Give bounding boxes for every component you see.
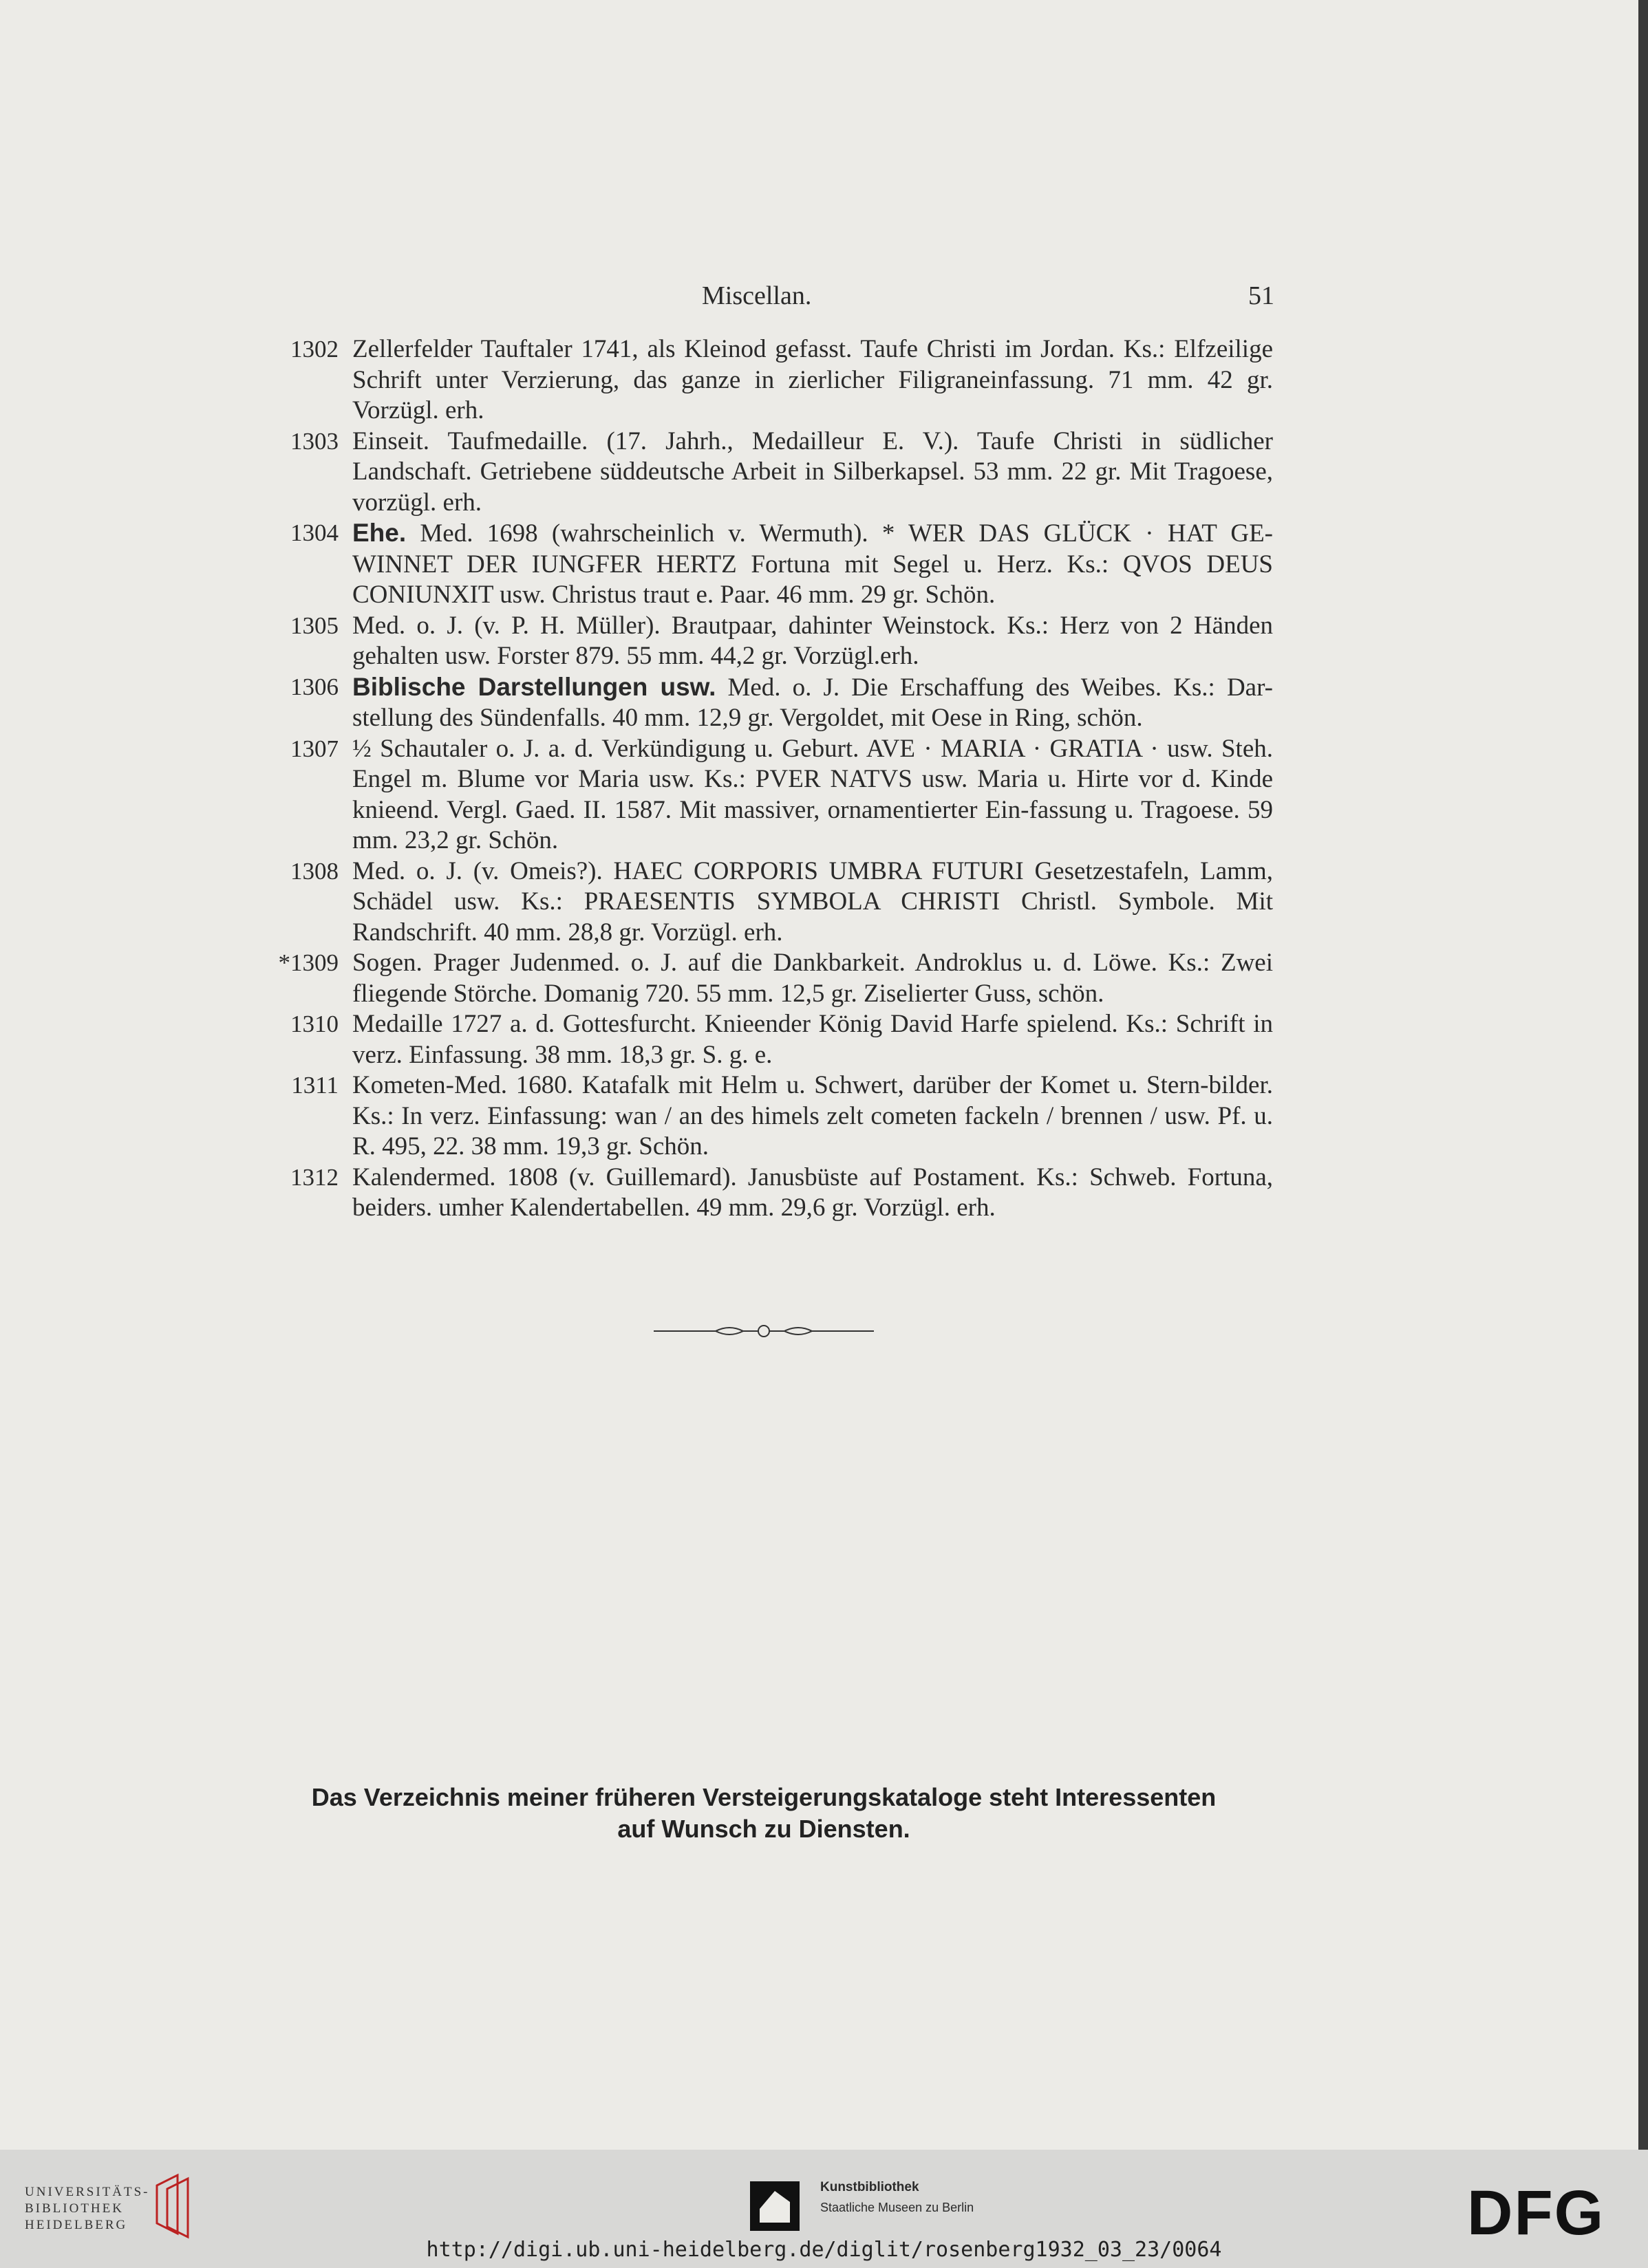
kunstbibliothek-emblem-icon bbox=[750, 2181, 800, 2231]
catalog-entry bbox=[261, 611, 1273, 672]
catalog-entry bbox=[261, 518, 1273, 611]
catalog-entry bbox=[261, 734, 1273, 856]
entry-number: 1302 bbox=[290, 336, 339, 363]
entry-description: Zellerfelder Tauftaler 1741, als Kleinod gefasst. Taufe Christi im Jordan. Ks.: Elfzeilige Schrift unter Verzierung, das ganze in zierlicher Filigraneinfassung. 71 mm. 42 gr. Vorzügl. erh. bbox=[352, 335, 1273, 424]
entry-description: Med. 1698 (wahrscheinlich v. Wermuth). * WER DAS GLÜCK · HAT GE-WINNET DER IUNGFER HERTZ Fortuna mit Segel u. Herz. Ks.: QVOS DEUS CONIUNXIT usw. Christus traut e. Paar. 46 mm. 29 gr. Schön. bbox=[352, 519, 1273, 609]
entry-text bbox=[339, 856, 1273, 949]
catalog-entry bbox=[261, 856, 1273, 949]
ub-logo-line-2: BIBLIOTHEK bbox=[25, 2201, 124, 2216]
digitization-footer bbox=[0, 2150, 1648, 2268]
entry-number: 1305 bbox=[290, 612, 339, 639]
catalog-entry bbox=[261, 1070, 1273, 1163]
catalog-entry bbox=[261, 334, 1273, 426]
notice-line-1: Das Verzeichnis meiner früheren Versteigerungskataloge steht Interessenten bbox=[311, 1783, 1217, 1811]
entry-description: Med. o. J. Die Erschaffung des Weibes. Ks.: Dar-stellung des Sündenfalls. 40 mm. 12,9 gr. Vergoldet, mit Oese in Ring, schön. bbox=[352, 673, 1273, 732]
catalog-entry bbox=[261, 948, 1273, 1009]
page-number: 51 bbox=[1248, 281, 1274, 310]
entry-description: Med. o. J. (v. Omeis?). HAEC CORPORIS UMBRA FUTURI Gesetzestafeln, Lamm, Schädel usw. Ks.: PRAESENTIS SYMBOLA CHRISTI Christl. Symbole. Mit Randschrift. 40 mm. 28,8 gr. Vorzügl. erh. bbox=[352, 856, 1273, 947]
catalog-entry bbox=[261, 426, 1273, 519]
dfg-logo[interactable]: DFG bbox=[1467, 2178, 1605, 2248]
entry-description: Kometen-Med. 1680. Katafalk mit Helm u. Schwert, darüber der Komet u. Stern-bilder. Ks.: In verz. Einfassung: wan / an des himels zelt cometen fackeln / brennen / usw. Pf. u. R. 495, 22. 38 mm. 19,3 gr. Schön. bbox=[352, 1071, 1273, 1160]
entry-number: 1304 bbox=[290, 519, 339, 546]
entry-text bbox=[339, 948, 1273, 1009]
kunstbibliothek-title: Kunstbibliothek bbox=[820, 2180, 919, 2194]
entry-number: 1310 bbox=[290, 1011, 339, 1037]
ub-logo-line-1: UNIVERSITÄTS- bbox=[25, 2185, 150, 2199]
entry-text bbox=[339, 426, 1273, 519]
ub-heidelberg-logo[interactable] bbox=[25, 2184, 150, 2234]
entry-number: 1307 bbox=[290, 735, 339, 762]
entry-description: Medaille 1727 a. d. Gottesfurcht. Knieender König David Harfe spielend. Ks.: Schrift in verz. Einfassung. 38 mm. 18,3 gr. S. g. e. bbox=[352, 1010, 1273, 1069]
entry-text bbox=[339, 672, 1273, 734]
entry-text bbox=[339, 334, 1273, 426]
entry-text bbox=[339, 734, 1273, 856]
ornament-divider bbox=[654, 1321, 874, 1341]
notice-line-2: auf Wunsch zu Diensten. bbox=[617, 1815, 910, 1843]
entry-lead: Ehe. bbox=[352, 519, 407, 547]
entry-description: Med. o. J. (v. P. H. Müller). Brautpaar, dahinter Weinstock. Ks.: Herz von 2 Händen gehalten usw. Forster 879. 55 mm. 44,2 gr. Vorzügl.erh. bbox=[352, 611, 1273, 670]
entry-text bbox=[339, 518, 1273, 611]
entry-number: 1303 bbox=[290, 427, 339, 455]
entry-number: *1309 bbox=[278, 949, 339, 976]
entry-number: 1306 bbox=[290, 673, 339, 700]
entry-text bbox=[339, 1009, 1273, 1070]
entry-text bbox=[339, 611, 1273, 672]
page-edge bbox=[1638, 0, 1648, 2150]
ub-logo-line-3: HEIDELBERG bbox=[25, 2218, 128, 2232]
entry-number: 1312 bbox=[290, 1163, 339, 1191]
entry-description: Einseit. Taufmedaille. (17. Jahrh., Medailleur E. V.). Taufe Christi in südlicher Landschaft. Getriebene süddeutsche Arbeit in Silberkapsel. 53 mm. 22 gr. Mit Tragoese, vorzügl. erh. bbox=[352, 426, 1273, 517]
entry-number: 1311 bbox=[291, 1072, 339, 1099]
catalog-entries bbox=[261, 334, 1273, 1224]
running-head: Miscellan. bbox=[702, 281, 812, 310]
kunstbibliothek-subtitle: Staatliche Museen zu Berlin bbox=[820, 2201, 974, 2214]
entry-text bbox=[339, 1070, 1273, 1163]
catalog-entry bbox=[261, 672, 1273, 734]
entry-number: 1308 bbox=[290, 857, 339, 885]
catalog-notice bbox=[275, 1782, 1252, 1845]
entry-lead: Biblische Darstellungen usw. bbox=[352, 672, 716, 701]
entry-text bbox=[339, 1163, 1273, 1224]
entry-description: Sogen. Prager Judenmed. o. J. auf die Dankbarkeit. Androklus u. d. Löwe. Ks.: Zwei fliegende Störche. Domanig 720. 55 mm. 12,5 gr. Ziselierter Guss, schön. bbox=[352, 949, 1273, 1008]
ub-emblem-icon bbox=[150, 2172, 198, 2240]
permalink-url[interactable]: http://digi.ub.uni-heidelberg.de/diglit/rosenberg1932_03_23/0064 bbox=[426, 2238, 1222, 2262]
catalog-entry bbox=[261, 1009, 1273, 1070]
entry-description: Kalendermed. 1808 (v. Guillemard). Janusbüste auf Postament. Ks.: Schweb. Fortuna, beiders. umher Kalendertabellen. 49 mm. 29,6 gr. Vorzügl. erh. bbox=[352, 1163, 1273, 1222]
catalog-entry bbox=[261, 1163, 1273, 1224]
entry-description: ½ Schautaler o. J. a. d. Verkündigung u. Geburt. AVE · MARIA · GRATIA · usw. Steh. Engel m. Blume vor Maria usw. Ks.: PVER NATVS usw. Maria u. Hirte vor d. Kinde knieend. Vergl. Gaed. II. 1587. Mit massiver, ornamentierter Ein-fassung u. Tragoese. 59 mm. 23,2 gr. Schön. bbox=[352, 734, 1273, 854]
